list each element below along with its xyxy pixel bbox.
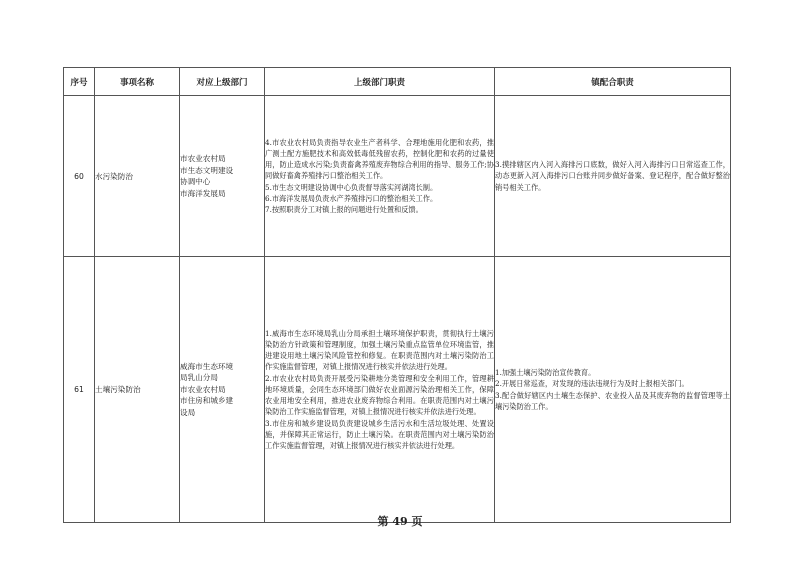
dept-line: 市农业农村局 — [180, 154, 226, 163]
row-superior-dept — [180, 96, 265, 257]
dept-line: 市生态文明建设 — [180, 165, 234, 175]
duty-paragraph: 3.市住房和城乡建设局负责建设城乡生活污水和生活垃圾处理、处置设施，并保障其正常运行，防止土壤污染。在职责范围内对土壤污染防治工作实施监督管理，对镇上报情况进行核实并依法进行处理。 — [265, 418, 494, 450]
dept-line: 市住房和城乡建 — [180, 396, 234, 406]
duty-paragraph: 6.市海洋发展局负责水产养殖排污口的整治相关工作。 — [265, 193, 438, 203]
header-item-name: 事项名称 — [95, 68, 180, 96]
header-seq: 序号 — [64, 68, 95, 96]
duty-paragraph: 5.市生态文明建设协调中心负责督导落实河湖湾长制。 — [265, 182, 438, 192]
town-duty-paragraph: 2.开展日常巡查，对发现的违法违规行为及时上报相关部门。 — [495, 379, 689, 389]
duty-paragraph: 4.市农业农村局负责指导农业生产者科学、合理地施用化肥和农药，推广测土配方施肥技术和高效低毒低残留农药，控制化肥和农药的过量使用，防止造成水污染;负责畜禽养殖废弃物综合利用的指导、服务工作;协同做好畜禽养殖排污口整治相关工作。 — [265, 137, 494, 181]
dept-line: 设局 — [180, 407, 196, 417]
dept-line: 局乳山分局 — [180, 373, 218, 383]
page-number: 第 49 页 — [377, 515, 423, 528]
row-seq: 61 — [64, 257, 95, 523]
duty-paragraph: 7.按照职责分工对镇上报的问题进行处置和反馈。 — [265, 205, 423, 214]
dept-line: 市农业农村局 — [180, 384, 226, 394]
row-superior-duties — [265, 96, 495, 257]
duty-table — [63, 67, 731, 523]
dept-line: 威海市生态环境 — [180, 361, 234, 371]
row-superior-dept — [180, 257, 265, 523]
row-superior-duties — [265, 257, 495, 523]
row-seq: 60 — [64, 96, 95, 257]
row-item-name: 土壤污染防治 — [95, 257, 180, 523]
town-duty-paragraph: 3.摸排辖区内入河入海排污口底数，做好入河入海排污口日常巡查工作，动态更新入河入海排污口台账并同步做好备案、登记程序，配合做好整治销号相关工作。 — [495, 160, 730, 192]
row-town-duties — [495, 257, 731, 523]
header-town-duties: 镇配合职责 — [495, 68, 731, 96]
duty-paragraph: 1.威海市生态环境局乳山分局承担土壤环境保护职责，贯彻执行土壤污染防治方针政策和管理制度，加强土壤污染重点监管单位环境监管，推进建设用地土壤污染风险管控和修复。在职责范围内对土壤污染防治工作实施监督管理，对镇上报情况进行核实并依法进行处理。 — [265, 328, 494, 372]
header-superior-dept: 对应上级部门 — [180, 68, 265, 96]
town-duty-paragraph: 1.加强土壤污染防治宣传教育。 — [495, 368, 596, 378]
table-row — [64, 96, 731, 257]
dept-line: 协调中心 — [180, 177, 211, 186]
header-superior-duties: 上级部门职责 — [265, 68, 495, 96]
header-row — [64, 68, 731, 96]
table-row — [64, 257, 731, 523]
town-duty-paragraph: 3.配合做好辖区内土壤生态保护、农业投入品及其废弃物的监督管理等土壤污染防治工作。 — [495, 390, 730, 411]
row-item-name: 水污染防治 — [95, 96, 180, 257]
dept-line: 市海洋发展局 — [180, 188, 226, 198]
row-town-duties — [495, 96, 731, 257]
duty-paragraph: 2.市农业农村局负责开展受污染耕地分类管理和安全利用工作，管理耕地环境质量，会同生态环境部门做好农业面源污染治理相关工作，保障农业用地安全利用，推进农业废弃物综合利用。在职责范围内对土壤污染防治工作实施监督管理，对镇上报情况进行核实并依法进行处理。 — [265, 373, 494, 417]
